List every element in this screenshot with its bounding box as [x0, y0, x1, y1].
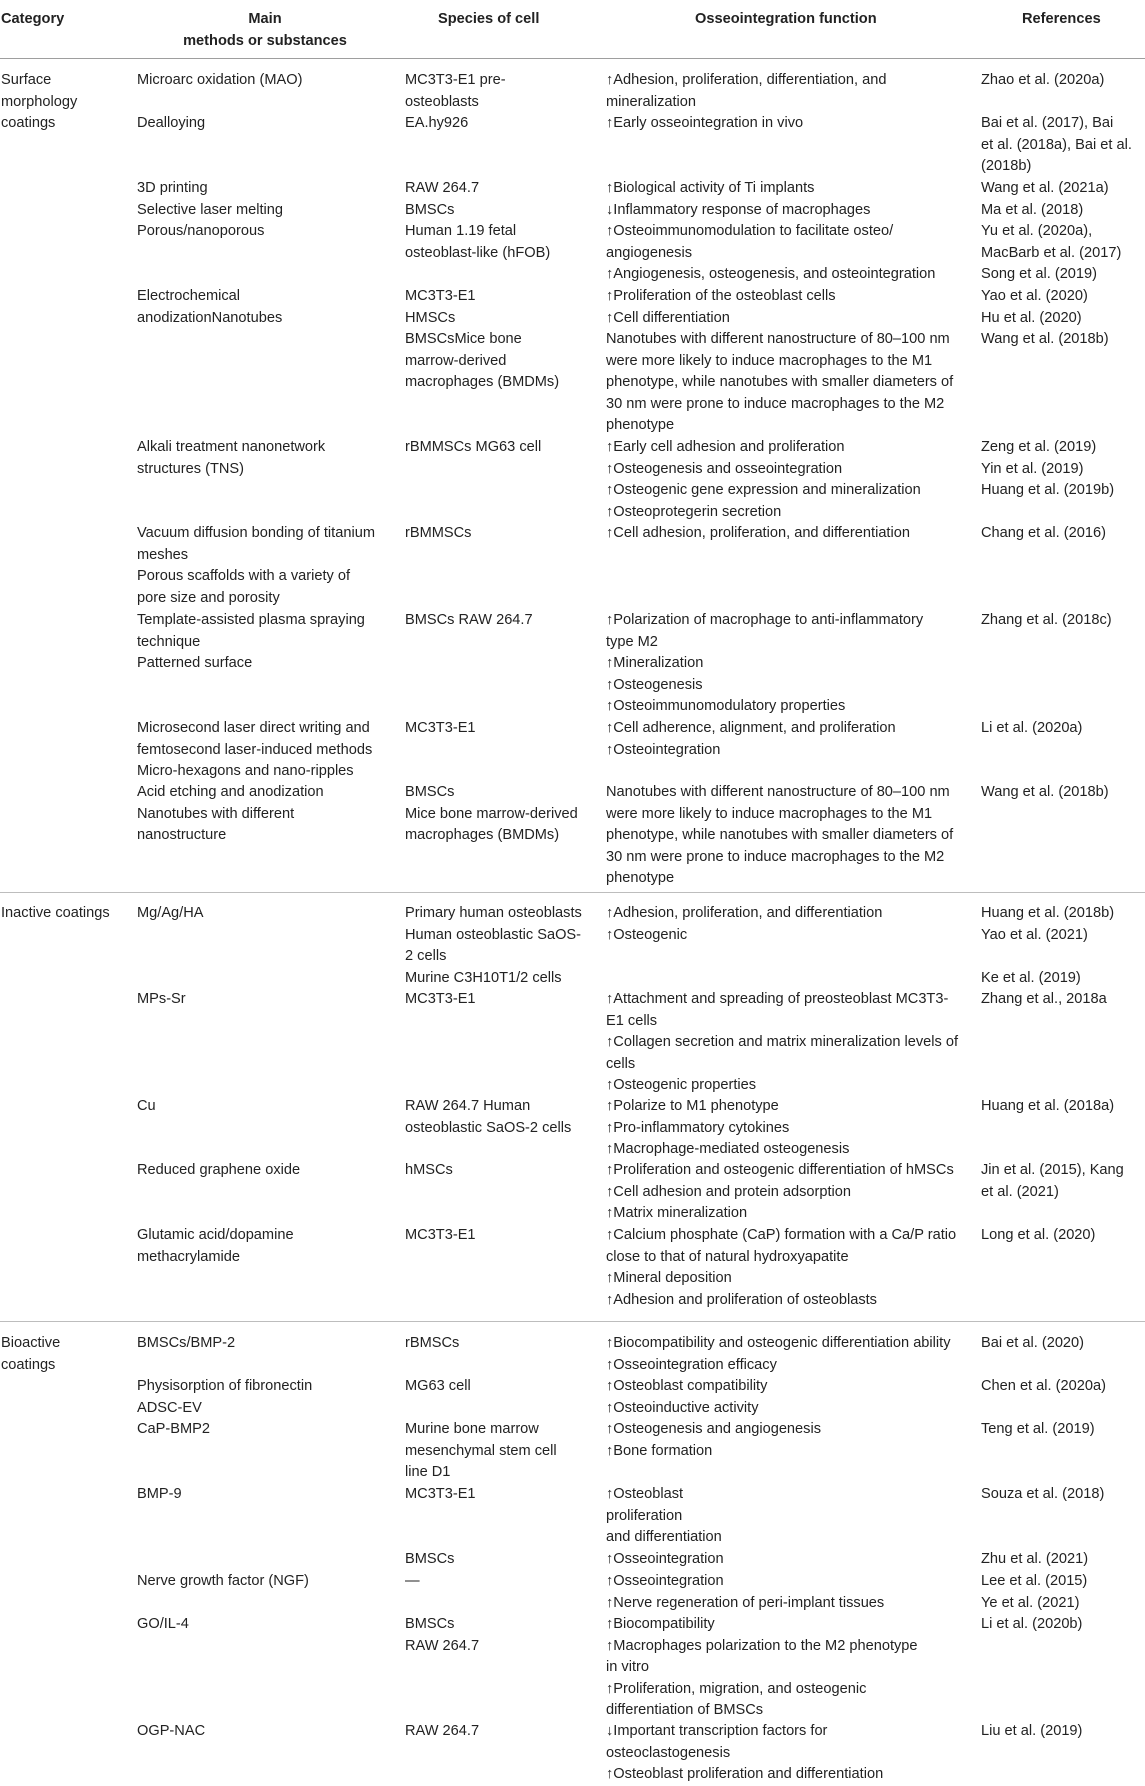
- method-cell: Template-assisted plasma spraying: [137, 612, 365, 628]
- method-cell: Selective laser melting: [137, 202, 284, 218]
- reference-cell: Zhu et al. (2021): [981, 1551, 1089, 1567]
- method-cell: Microarc oxidation (MAO): [137, 72, 303, 88]
- category-label: coatings: [1, 1356, 56, 1373]
- function-cell: ↑Calcium phosphate (CaP) formation with a Ca/P ratio: [606, 1227, 957, 1243]
- function-cell: ↑Attachment and spreading of preosteoblast MC3T3-: [606, 991, 949, 1007]
- reference-cell: Ye et al. (2021): [981, 1594, 1080, 1611]
- function-cell: ↑Biocompatibility: [606, 1616, 715, 1632]
- function-cell: ↑Cell differentiation: [606, 309, 730, 326]
- function-cell: in vitro: [606, 1659, 649, 1675]
- function-cell: ↑Mineralization: [606, 655, 704, 671]
- reference-cell: Wang et al. (2018b): [981, 331, 1109, 347]
- function-cell: close to that of natural hydroxyapatite: [606, 1248, 849, 1265]
- species-cell: MC3T3-E1: [405, 1486, 476, 1502]
- reference-cell: Ma et al. (2018): [981, 202, 1084, 218]
- species-cell: marrow-derived: [405, 352, 507, 369]
- function-cell: cells: [606, 1055, 636, 1072]
- reference-cell: Zeng et al. (2019): [981, 439, 1097, 455]
- function-cell: ↑Osteoimmunomodulatory properties: [606, 698, 846, 714]
- method-cell: Nerve growth factor (NGF): [137, 1573, 309, 1589]
- reference-cell: Li et al. (2020b): [981, 1616, 1083, 1632]
- function-cell: ↑Polarize to M1 phenotype: [606, 1098, 779, 1114]
- method-cell: methacrylamide: [137, 1248, 241, 1265]
- function-cell: ↑Osteoprotegerin secretion: [606, 503, 782, 520]
- reference-cell: Song et al. (2019): [981, 266, 1098, 282]
- reference-cell: Wang et al. (2018b): [981, 784, 1109, 800]
- function-cell: ↑Osteoimmunomodulation to facilitate osteo/: [606, 223, 894, 239]
- method-cell: GO/IL-4: [137, 1616, 189, 1632]
- reference-cell: Huang et al. (2019b): [981, 482, 1115, 498]
- function-cell: ↑Cell adherence, alignment, and proliferation: [606, 720, 896, 736]
- function-cell: were more likely to induce macrophages to the M1: [606, 352, 933, 369]
- reference-cell: (2018b): [981, 158, 1032, 174]
- function-cell: phenotype: [606, 417, 675, 433]
- method-cell: femtosecond laser-induced methods: [137, 741, 373, 758]
- section-divider: [0, 892, 1145, 893]
- function-cell: were more likely to induce macrophages to the M1: [606, 805, 933, 822]
- species-cell: BMSCs: [405, 202, 455, 218]
- species-cell: MC3T3-E1: [405, 720, 476, 736]
- header-methods-line-2: methods or substances: [183, 33, 347, 49]
- function-cell: ↑Angiogenesis, osteogenesis, and osteointegration: [606, 266, 936, 282]
- method-cell: 3D printing: [137, 180, 208, 196]
- function-cell: ↑Early osseointegration in vivo: [606, 115, 804, 131]
- function-cell: ↑Biological activity of Ti implants: [606, 180, 815, 196]
- function-cell: ↑Adhesion, proliferation, differentiation, and: [606, 72, 887, 88]
- species-cell: Mice bone marrow-derived: [405, 805, 578, 822]
- reference-cell: et al. (2018a), Bai et al.: [981, 136, 1132, 153]
- species-cell: —: [405, 1573, 420, 1589]
- method-cell: Porous/nanoporous: [137, 223, 265, 239]
- method-cell: BMP-9: [137, 1486, 182, 1502]
- species-cell: 2 cells: [405, 948, 447, 964]
- function-cell: ↑Osteogenesis and osseointegration: [606, 460, 843, 477]
- method-cell: Micro-hexagons and nano-ripples: [137, 763, 354, 779]
- species-cell: BMSCs: [405, 1616, 455, 1632]
- reference-cell: et al. (2021): [981, 1183, 1059, 1200]
- function-cell: phenotype, while nanotubes with smaller diameters of: [606, 374, 954, 390]
- species-cell: RAW 264.7: [405, 180, 480, 196]
- reference-cell: Hu et al. (2020): [981, 309, 1082, 326]
- species-cell: osteoblasts: [405, 93, 479, 110]
- header-rule: [0, 58, 1145, 59]
- method-cell: Vacuum diffusion bonding of titanium: [137, 525, 375, 541]
- method-cell: CaP-BMP2: [137, 1421, 210, 1437]
- species-cell: HMSCs: [405, 309, 456, 326]
- method-cell: Physisorption of fibronectin: [137, 1378, 313, 1394]
- function-cell: ↑Osteogenesis: [606, 676, 703, 693]
- method-cell: anodizationNanotubes: [137, 309, 283, 326]
- function-cell: ↑Osteoblast proliferation and differentiation: [606, 1766, 884, 1782]
- function-cell: Nanotubes with different nanostructure of 80–100 nm: [606, 331, 950, 347]
- species-cell: macrophages (BMDMs): [405, 374, 560, 390]
- function-cell: ↑Adhesion and proliferation of osteoblasts: [606, 1291, 877, 1308]
- category-label: Inactive coatings: [1, 905, 110, 921]
- function-cell: angiogenesis: [606, 244, 693, 261]
- method-cell: nanostructure: [137, 827, 227, 843]
- method-cell: Mg/Ag/HA: [137, 905, 204, 921]
- function-cell: ↑Cell adhesion and protein adsorption: [606, 1183, 852, 1200]
- function-cell: ↑Early cell adhesion and proliferation: [606, 439, 845, 455]
- method-cell: OGP-NAC: [137, 1723, 206, 1739]
- function-cell: osteoclastogenesis: [606, 1744, 731, 1761]
- reference-cell: Yao et al. (2020): [981, 288, 1088, 304]
- function-cell: ↑Osteogenic: [606, 926, 688, 943]
- function-cell: ↑Osteoinductive activity: [606, 1399, 759, 1416]
- species-cell: rBMSCs: [405, 1335, 460, 1351]
- function-cell: ↑Cell adhesion, proliferation, and differentiation: [606, 525, 910, 541]
- category-label: Bioactive: [1, 1335, 61, 1351]
- method-cell: Acid etching and anodization: [137, 784, 324, 800]
- species-cell: BMSCs RAW 264.7: [405, 612, 533, 628]
- function-cell: ↑Biocompatibility and osteogenic differentiation ability: [606, 1335, 951, 1351]
- species-cell: rBMMSCs: [405, 525, 472, 541]
- species-cell: BMSCs: [405, 784, 455, 800]
- reference-cell: Souza et al. (2018): [981, 1486, 1105, 1502]
- species-cell: MG63 cell: [405, 1378, 471, 1394]
- species-cell: MC3T3-E1: [405, 1227, 476, 1243]
- function-cell: and differentiation: [606, 1529, 722, 1545]
- reference-cell: Chen et al. (2020a): [981, 1378, 1106, 1394]
- header-category: Category: [1, 11, 65, 27]
- method-cell: meshes: [137, 546, 189, 563]
- section-divider: [0, 1321, 1145, 1322]
- method-cell: Electrochemical: [137, 288, 241, 304]
- function-cell: ↓Important transcription factors for: [606, 1723, 828, 1739]
- function-cell: ↑Bone formation: [606, 1442, 713, 1459]
- method-cell: pore size and porosity: [137, 589, 280, 606]
- function-cell: phenotype, while nanotubes with smaller diameters of: [606, 827, 954, 843]
- reference-cell: Long et al. (2020): [981, 1227, 1096, 1243]
- function-cell: ↑Osteoblast: [606, 1486, 684, 1502]
- function-cell: ↑Nerve regeneration of peri-implant tissues: [606, 1594, 885, 1611]
- species-cell: osteoblastic SaOS-2 cells: [405, 1119, 572, 1136]
- function-cell: ↑Osteogenic gene expression and mineralization: [606, 482, 921, 498]
- species-cell: Human 1.19 fetal: [405, 223, 517, 239]
- method-cell: technique: [137, 633, 201, 650]
- method-cell: Patterned surface: [137, 655, 253, 671]
- method-cell: ADSC-EV: [137, 1399, 202, 1416]
- reference-cell: Huang et al. (2018b): [981, 905, 1115, 921]
- function-cell: type M2: [606, 633, 658, 650]
- header-methods-line-1: Main: [248, 11, 282, 27]
- species-cell: RAW 264.7: [405, 1723, 480, 1739]
- method-cell: Reduced graphene oxide: [137, 1162, 301, 1178]
- reference-cell: MacBarb et al. (2017): [981, 244, 1122, 261]
- species-cell: Primary human osteoblasts: [405, 905, 582, 921]
- species-cell: RAW 264.7 Human: [405, 1098, 531, 1114]
- function-cell: ↑Macrophages polarization to the M2 phenotype: [606, 1637, 918, 1654]
- method-cell: Microsecond laser direct writing and: [137, 720, 370, 736]
- method-cell: MPs-Sr: [137, 991, 186, 1007]
- reference-cell: Liu et al. (2019): [981, 1723, 1083, 1739]
- function-cell: ↑Macrophage-mediated osteogenesis: [606, 1141, 850, 1157]
- header-species: Species of cell: [438, 11, 540, 27]
- reference-cell: Bai et al. (2020): [981, 1335, 1085, 1351]
- reference-cell: Yin et al. (2019): [981, 460, 1084, 477]
- function-cell: ↑Polarization of macrophage to anti-inflammatory: [606, 612, 924, 628]
- function-cell: ↑Proliferation and osteogenic differentiation of hMSCs: [606, 1162, 954, 1178]
- method-cell: Alkali treatment nanonetwork: [137, 439, 326, 455]
- function-cell: ↑Collagen secretion and matrix mineralization levels of: [606, 1034, 959, 1050]
- function-cell: E1 cells: [606, 1012, 658, 1029]
- method-cell: Dealloying: [137, 115, 206, 131]
- function-cell: ↑Osteointegration: [606, 741, 721, 758]
- method-cell: Nanotubes with different: [137, 805, 295, 822]
- species-cell: Murine bone marrow: [405, 1421, 539, 1437]
- function-cell: ↑Mineral deposition: [606, 1270, 732, 1286]
- function-cell: ↑Pro-inflammatory cytokines: [606, 1119, 790, 1136]
- function-cell: differentiation of BMSCs: [606, 1702, 764, 1718]
- function-cell: mineralization: [606, 93, 697, 110]
- function-cell: ↓Inflammatory response of macrophages: [606, 202, 871, 218]
- function-cell: proliferation: [606, 1507, 683, 1524]
- species-cell: mesenchymal stem cell: [405, 1442, 557, 1459]
- function-cell: phenotype: [606, 870, 675, 886]
- species-cell: RAW 264.7: [405, 1637, 480, 1654]
- function-cell: ↑Osseointegration: [606, 1551, 724, 1567]
- category-label: Surface: [1, 72, 52, 88]
- species-cell: EA.hy926: [405, 115, 469, 131]
- reference-cell: Jin et al. (2015), Kang: [981, 1162, 1124, 1178]
- function-cell: 30 nm were prone to induce macrophages to the M2: [606, 848, 945, 865]
- reference-cell: Yao et al. (2021): [981, 926, 1088, 943]
- function-cell: ↑Proliferation of the osteoblast cells: [606, 288, 836, 304]
- species-cell: MC3T3-E1: [405, 288, 476, 304]
- function-cell: ↑Matrix mineralization: [606, 1205, 748, 1221]
- method-cell: structures (TNS): [137, 460, 245, 477]
- species-cell: hMSCs: [405, 1162, 453, 1178]
- species-cell: BMSCs: [405, 1551, 455, 1567]
- category-label: coatings: [1, 115, 56, 131]
- header-references: References: [1022, 11, 1101, 27]
- function-cell: ↑Proliferation, migration, and osteogenic: [606, 1680, 867, 1697]
- reference-cell: Ke et al. (2019): [981, 969, 1081, 986]
- species-cell: osteoblast-like (hFOB): [405, 244, 551, 261]
- method-cell: Glutamic acid/dopamine: [137, 1227, 294, 1243]
- reference-cell: Zhang et al. (2018c): [981, 612, 1112, 628]
- species-cell: MC3T3-E1: [405, 991, 476, 1007]
- reference-cell: Zhao et al. (2020a): [981, 72, 1105, 88]
- method-cell: BMSCs/BMP-2: [137, 1335, 236, 1351]
- species-cell: Human osteoblastic SaOS-: [405, 926, 582, 943]
- reference-cell: Huang et al. (2018a): [981, 1098, 1115, 1114]
- method-cell: Porous scaffolds with a variety of: [137, 568, 351, 584]
- reference-cell: Wang et al. (2021a): [981, 180, 1109, 196]
- method-cell: Cu: [137, 1098, 156, 1114]
- reference-cell: Chang et al. (2016): [981, 525, 1106, 541]
- species-cell: rBMMSCs MG63 cell: [405, 439, 542, 455]
- species-cell: MC3T3-E1 pre-: [405, 72, 506, 88]
- species-cell: line D1: [405, 1464, 451, 1480]
- function-cell: ↑Osteoblast compatibility: [606, 1378, 768, 1394]
- category-label: morphology: [1, 93, 78, 110]
- species-cell: Murine C3H10T1/2 cells: [405, 969, 562, 986]
- reference-cell: Bai et al. (2017), Bai: [981, 115, 1114, 131]
- reference-cell: Li et al. (2020a): [981, 720, 1083, 736]
- function-cell: Nanotubes with different nanostructure of 80–100 nm: [606, 784, 950, 800]
- species-cell: macrophages (BMDMs): [405, 827, 560, 843]
- reference-cell: Lee et al. (2015): [981, 1573, 1088, 1589]
- function-cell: ↑Adhesion, proliferation, and differentiation: [606, 905, 883, 921]
- function-cell: ↑Osseointegration efficacy: [606, 1356, 777, 1373]
- header-function: Osseointegration function: [695, 11, 877, 27]
- reference-cell: Yu et al. (2020a),: [981, 223, 1093, 239]
- function-cell: 30 nm were prone to induce macrophages to the M2: [606, 395, 945, 412]
- function-cell: ↑Osteogenesis and angiogenesis: [606, 1421, 822, 1437]
- function-cell: ↑Osseointegration: [606, 1573, 724, 1589]
- reference-cell: Zhang et al., 2018a: [981, 991, 1107, 1007]
- species-cell: BMSCsMice bone: [405, 331, 522, 347]
- reference-cell: Teng et al. (2019): [981, 1421, 1095, 1437]
- function-cell: ↑Osteogenic properties: [606, 1077, 757, 1093]
